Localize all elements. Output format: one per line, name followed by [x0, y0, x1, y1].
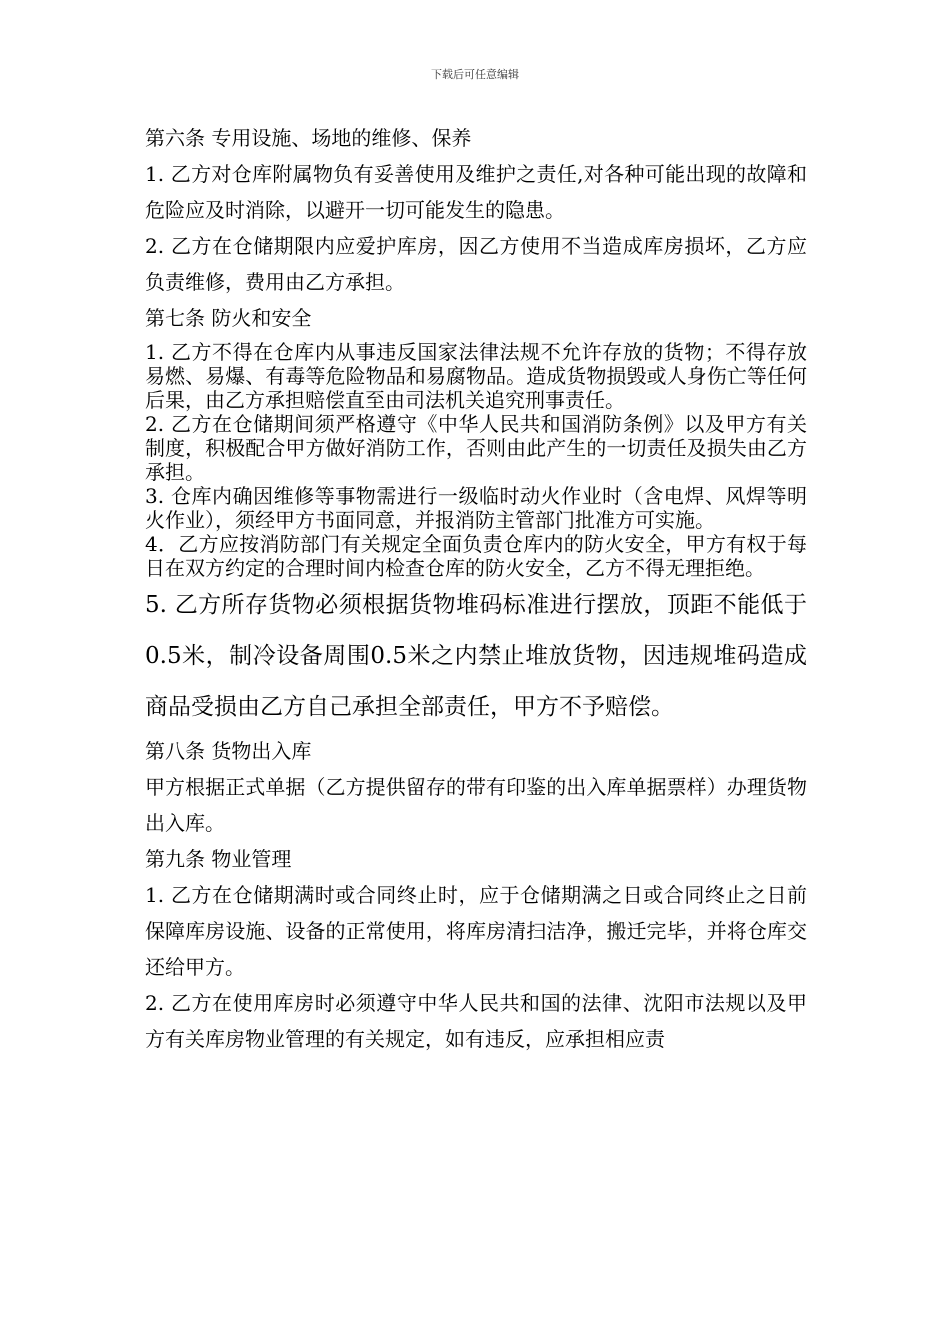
- article-7-clause-1: 1. 乙方不得在仓库内从事违反国家法律法规不允许存放的货物；不得存放易燃、易爆、有毒等危险物品和易腐物品。造成货物损毁或人身伤亡等任何后果，由乙方承担赔偿直至由司法机关追究刑事责任。: [145, 340, 807, 412]
- article-6-clause-1: 1. 乙方对仓库附属物负有妥善使用及维护之责任,对各种可能出现的故障和危险应及时消除，以避开一切可能发生的隐患。: [145, 162, 807, 222]
- article-7-heading: 第七条 防火和安全: [145, 306, 312, 330]
- article-7-clause-3: 3. 仓库内确因维修等事物需进行一级临时动火作业时（含电焊、风焊等明火作业），须经甲方书面同意，并报消防主管部门批准方可实施。: [145, 484, 807, 532]
- article-7-clause-5: 5. 乙方所存货物必须根据货物堆码标准进行摆放，顶距不能低于0.5米，制冷设备周围0.5米之内禁止堆放货物，因违规堆码造成商品受损由乙方自己承担全部责任，甲方不予赔偿。: [145, 592, 807, 720]
- article-9-heading: 第九条 物业管理: [145, 847, 292, 871]
- article-9-clause-2: 2. 乙方在使用库房时必须遵守中华人民共和国的法律、沈阳市法规以及甲方有关库房物业管理的有关规定，如有违反，应承担相应责: [145, 991, 807, 1051]
- page-header: 下载后可任意编辑: [431, 68, 519, 81]
- article-6-clause-2: 2. 乙方在仓储期限内应爱护库房，因乙方使用不当造成库房损坏，乙方应负责维修，费用由乙方承担。: [145, 234, 807, 294]
- article-7-clause-2: 2. 乙方在仓储期间须严格遵守《中华人民共和国消防条例》以及甲方有关制度，积极配合甲方做好消防工作，否则由此产生的一切责任及损失由乙方承担。: [145, 412, 807, 484]
- article-7-clause-4: 4．乙方应按消防部门有关规定全面负责仓库内的防火安全，甲方有权于每日在双方约定的合理时间内检查仓库的防火安全，乙方不得无理拒绝。: [145, 532, 807, 580]
- article-8-heading: 第八条 货物出入库: [145, 739, 312, 763]
- document-body: [145, 120, 807, 1057]
- article-9-clause-1: 1. 乙方在仓储期满时或合同终止时，应于仓储期满之日或合同终止之日前保障库房设施、设备的正常使用，将库房清扫洁净，搬迁完毕，并将仓库交还给甲方。: [145, 883, 807, 979]
- article-8-clause-1: 甲方根据正式单据（乙方提供留存的带有印鉴的出入库单据票样）办理货物出入库。: [145, 775, 807, 835]
- article-6-heading: 第六条 专用设施、场地的维修、保养: [145, 126, 472, 150]
